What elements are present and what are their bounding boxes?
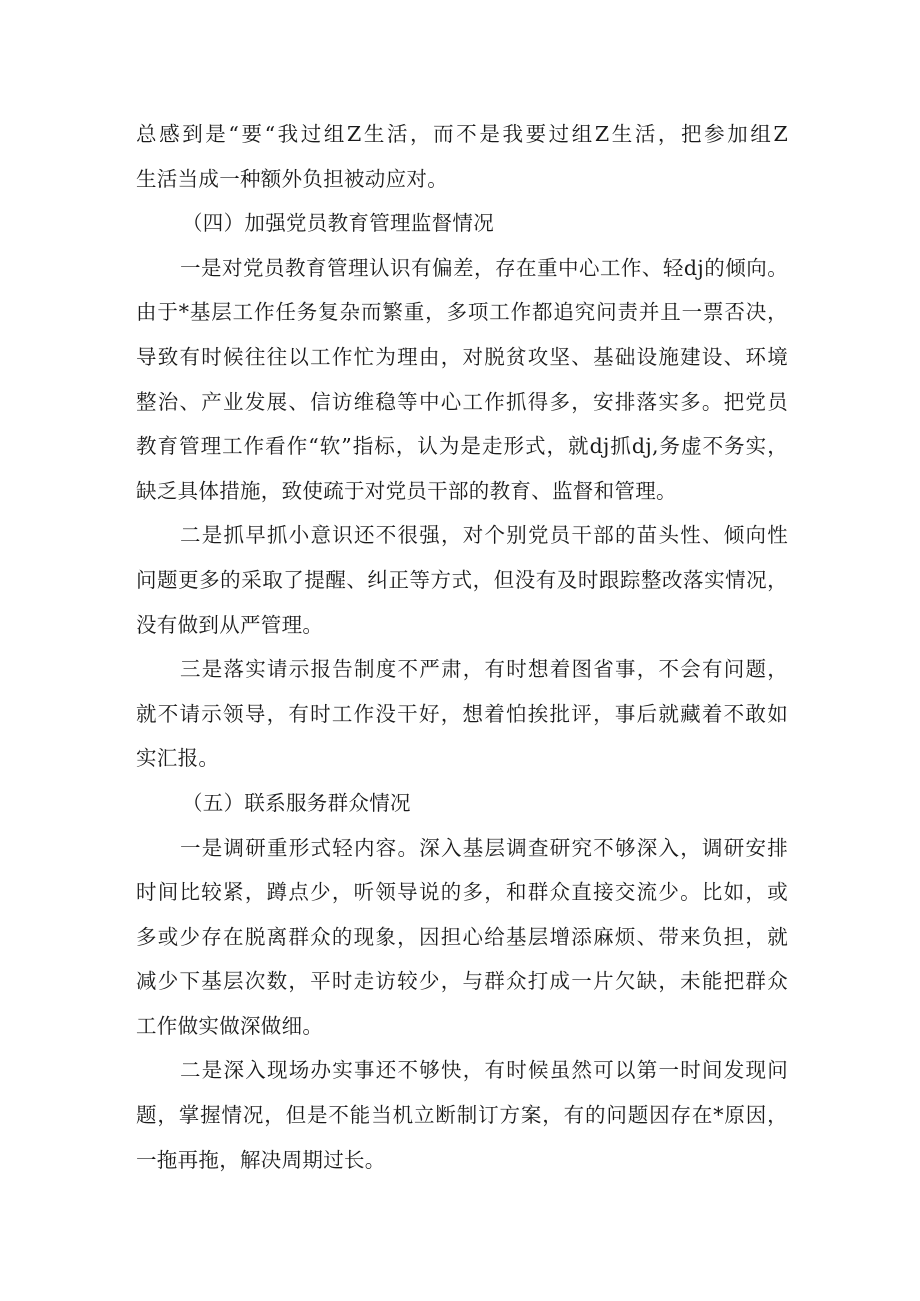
text-line: 导致有时候往往以工作忙为理由，对脱贫攻坚、基础设施建设、环境 <box>136 344 788 369</box>
text-line: 整治、产业发展、信访维稳等中心工作抓得多，安排落实多。把党员 <box>136 389 788 414</box>
text-line: 生活当成一种额外负担被动应对。 <box>136 166 448 191</box>
text-line: 没有做到从严管理。 <box>136 612 324 637</box>
text-line: 教育管理工作看作“软”指标，认为是走形式，就dj抓dj,务虚不务实， <box>136 434 788 459</box>
text-line: 一是对党员教育管理认识有偏差，存在重中心工作、轻dj的倾向。 <box>180 255 788 280</box>
text-line: 总感到是“要“我过组Z生活，而不是我要过组Z生活，把参加组Z <box>136 122 788 146</box>
text-line: 三是落实请示报告制度不严肃，有时想着图省事，不会有问题， <box>180 657 788 682</box>
paragraph-education-management-3 <box>136 647 788 781</box>
text-line: 工作做实做深做细。 <box>136 1013 324 1038</box>
text-line: 二是深入现场办实事还不够快，有时候虽然可以第一时间发现问 <box>180 1058 788 1083</box>
document-body <box>136 112 788 1182</box>
text-line: 一拖再拖，解决周期过长。 <box>136 1147 386 1172</box>
text-line: 实汇报。 <box>136 746 220 771</box>
paragraph-serving-masses-1 <box>136 826 788 1049</box>
heading-text: （四）加强党员教育管理监督情况 <box>182 211 494 236</box>
text-line: 多或少存在脱离群众的现象，因担心给基层增添麻烦、带来负担，就 <box>136 924 788 949</box>
text-line: 就不请示领导，有时工作没干好，想着怕挨批评，事后就藏着不敢如 <box>136 701 788 726</box>
text-line: 一是调研重形式轻内容。深入基层调查研究不够深入，调研安排 <box>180 835 788 860</box>
paragraph-education-management-2 <box>136 513 788 647</box>
section-heading-4 <box>136 201 788 246</box>
text-line: 题，掌握情况，但是不能当机立断制订方案，有的问题因存在*原因， <box>136 1103 788 1128</box>
text-line: 问题更多的采取了提醒、纠正等方式，但没有及时跟踪整改落实情况， <box>136 567 788 592</box>
text-line: 二是抓早抓小意识还不很强，对个别党员干部的苗头性、倾向性 <box>180 523 788 548</box>
paragraph-continuation <box>136 112 788 201</box>
paragraph-serving-masses-2 <box>136 1048 788 1182</box>
text-line: 缺乏具体措施，致使疏于对党员干部的教育、监督和管理。 <box>136 478 677 503</box>
heading-text: （五）联系服务群众情况 <box>182 790 411 815</box>
text-line: 时间比较紧，蹲点少，听领导说的多，和群众直接交流少。比如，或 <box>136 880 788 905</box>
text-line: 由于*基层工作任务复杂而繁重，多项工作都追究问责并且一票否决， <box>136 300 788 325</box>
text-line: 减少下基层次数，平时走访较少，与群众打成一片欠缺，未能把群众 <box>136 969 788 994</box>
section-heading-5 <box>136 781 788 826</box>
paragraph-education-management-1 <box>136 246 788 514</box>
